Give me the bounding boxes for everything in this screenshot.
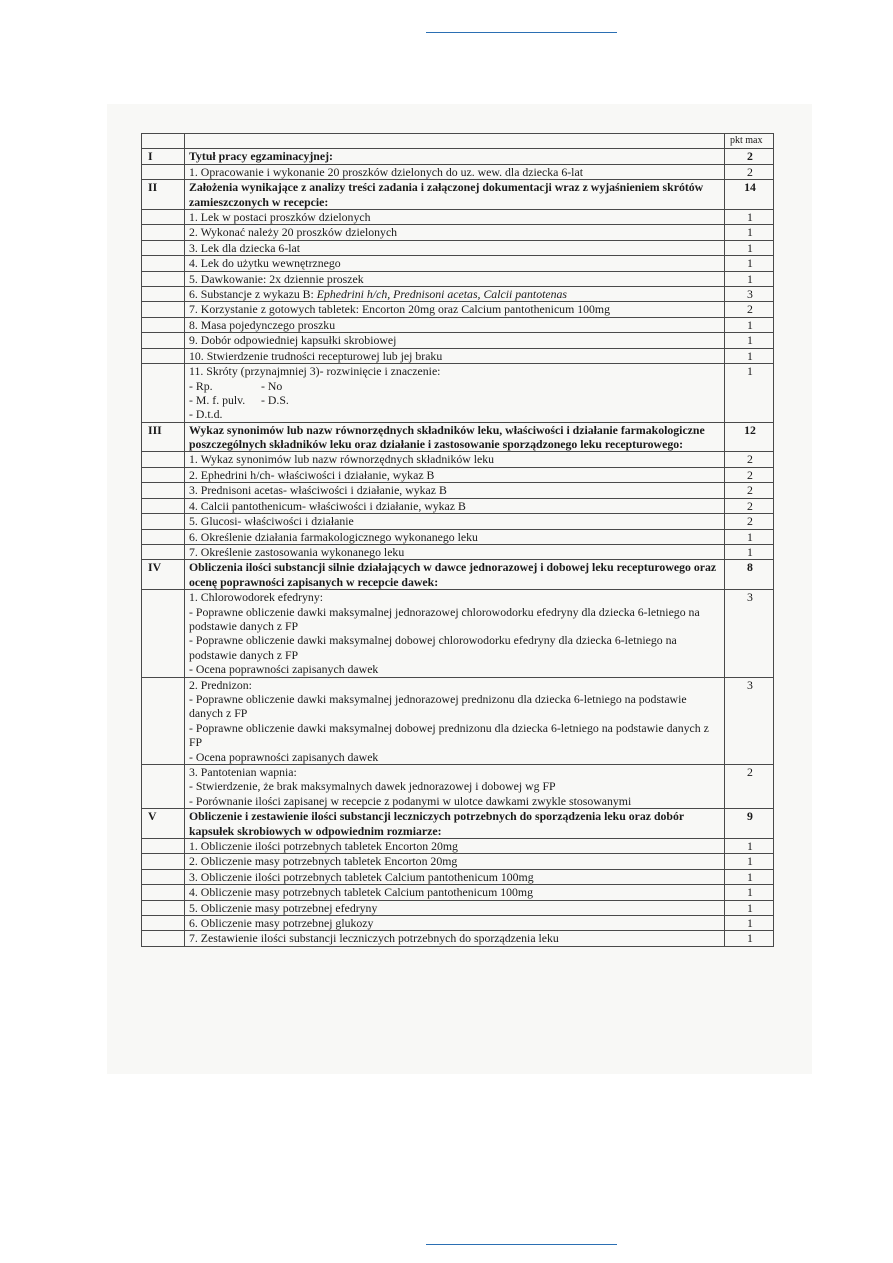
section-title: Obliczenia ilości substancji silnie działających w dawce jednorazowej i dobowej leku recepturowego oraz ocenę poprawności zapisanych w recepcie dawek: (185, 560, 725, 590)
item-row (142, 240, 774, 255)
item-text-cell (185, 210, 725, 225)
item-num-cell (142, 240, 185, 255)
item-text-cell (185, 544, 725, 559)
section-number: I (142, 149, 185, 164)
item-text: 10. Stwierdzenie trudności recepturowej lub jej braku (189, 348, 443, 363)
item-num-cell (142, 452, 185, 467)
item-num-cell (142, 885, 185, 900)
top-rule (426, 32, 617, 33)
bottom-rule (426, 1244, 617, 1245)
section-row (142, 422, 774, 452)
item-points: 3 (725, 590, 774, 677)
item-row (142, 885, 774, 900)
item-text-cell (185, 164, 725, 179)
item-text: 5. Dawkowanie: 2x dziennie proszek (189, 271, 364, 286)
section-title: Tytuł pracy egzaminacyjnej: (185, 149, 725, 164)
item-row (142, 317, 774, 332)
item-lines (189, 590, 720, 676)
abbrev-item: - D.t.d. (189, 407, 223, 422)
item-row (142, 498, 774, 513)
item-points: 2 (725, 467, 774, 482)
item-num-cell (142, 590, 185, 677)
item-text-cell (185, 317, 725, 332)
item-num-cell (142, 498, 185, 513)
item-row (142, 364, 774, 423)
item-text-italic: Ephedrini h/ch, Prednisoni acetas, Calcii pantotenas (316, 287, 567, 302)
section-title: Założenia wynikające z analizy treści zadania i załączonej dokumentacji wraz z wyjaśnieniem skrótów zamieszczonych w recepcie: (185, 180, 725, 210)
item-text: 2. Obliczenie masy potrzebnych tabletek Encorton 20mg (189, 854, 458, 869)
item-num-cell (142, 869, 185, 884)
section-points: 14 (725, 180, 774, 210)
section-row (142, 180, 774, 210)
item-points: 1 (725, 544, 774, 559)
item-num-cell (142, 854, 185, 869)
abbrev-item: - No (261, 378, 283, 393)
item-text: 8. Masa pojedynczego proszku (189, 317, 336, 332)
item-text-cell (185, 765, 725, 809)
item-row (142, 302, 774, 317)
item-text: 7. Korzystanie z gotowych tabletek: Encorton 20mg oraz Calcium pantothenicum 100mg (189, 302, 610, 317)
item-points: 3 (725, 287, 774, 302)
item-points: 3 (725, 677, 774, 764)
item-points: 1 (725, 916, 774, 931)
abbrev-list (189, 379, 720, 422)
item-text-cell (185, 452, 725, 467)
item-points: 1 (725, 869, 774, 884)
item-text-cell (185, 869, 725, 884)
item-text-cell (185, 364, 725, 423)
item-text: 7. Określenie zastosowania wykonanego leku (189, 544, 405, 559)
section-number: V (142, 809, 185, 839)
section-title: Wykaz synonimów lub nazw równorzędnych składników leku, właściwości i działanie farmakologiczne poszczególnych składników leku oraz działanie i zastosowanie sporządzonego leku recepturowego: (185, 422, 725, 452)
item-row (142, 854, 774, 869)
section-number: II (142, 180, 185, 210)
section-number: III (142, 422, 185, 452)
item-num-cell (142, 271, 185, 286)
item-row (142, 869, 774, 884)
item-num-cell (142, 287, 185, 302)
item-num-cell (142, 916, 185, 931)
item-text: 5. Glucosi- właściwości i działanie (189, 514, 354, 529)
item-row (142, 916, 774, 931)
item-text: 9. Dobór odpowiedniej kapsułki skrobiowej (189, 333, 397, 348)
item-row (142, 225, 774, 240)
item-row (142, 677, 774, 764)
item-lines (189, 765, 720, 808)
grading-table-body (142, 134, 774, 947)
item-text-cell (185, 483, 725, 498)
item-num-cell (142, 900, 185, 915)
item-text-cell (185, 287, 725, 302)
item-points: 2 (725, 302, 774, 317)
header-num-cell (142, 134, 185, 149)
item-line: - Stwierdzenie, że brak maksymalnych dawek jednorazowej i dobowej wg FP (189, 779, 556, 794)
item-points: 1 (725, 854, 774, 869)
item-row (142, 467, 774, 482)
abbrev-item: - M. f. pulv. (189, 392, 246, 407)
item-num-cell (142, 529, 185, 544)
item-text-cell (185, 529, 725, 544)
item-row (142, 271, 774, 286)
item-num-cell (142, 302, 185, 317)
pts-max-header: pkt max (725, 134, 774, 149)
item-row (142, 900, 774, 915)
item-row (142, 514, 774, 529)
item-points: 1 (725, 931, 774, 946)
item-num-cell (142, 333, 185, 348)
item-points: 1 (725, 529, 774, 544)
item-points: 1 (725, 885, 774, 900)
item-line: - Poprawne obliczenie dawki maksymalnej jednorazowej prednizonu dla dziecka 6-letniego na podstawie danych z FP (189, 691, 687, 721)
table-header-row (142, 134, 774, 149)
item-text: 6. Substancje z wykazu B: (189, 287, 317, 302)
item-text-cell (185, 854, 725, 869)
item-num-cell (142, 317, 185, 332)
item-points: 1 (725, 839, 774, 854)
item-points: 1 (725, 225, 774, 240)
item-text: 4. Lek do użytku wewnętrznego (189, 256, 341, 271)
item-num-cell (142, 256, 185, 271)
item-text-cell (185, 271, 725, 286)
item-text: 4. Calcii pantothenicum- właściwości i działanie, wykaz B (189, 498, 466, 513)
item-row (142, 256, 774, 271)
item-points: 2 (725, 164, 774, 179)
item-row (142, 839, 774, 854)
item-text-cell (185, 333, 725, 348)
item-text: 4. Obliczenie masy potrzebnych tabletek Calcium pantothenicum 100mg (189, 885, 533, 900)
item-text: 1. Obliczenie ilości potrzebnych tabletek Encorton 20mg (189, 839, 458, 854)
item-text-cell (185, 256, 725, 271)
item-line: - Porównanie ilości zapisanej w recepcie z podanymi w ulotce dawkami zwykle stosowanymi (189, 793, 632, 808)
item-text-cell (185, 900, 725, 915)
item-row (142, 765, 774, 809)
item-num-cell (142, 839, 185, 854)
item-text: 3. Lek dla dziecka 6-lat (189, 240, 301, 255)
item-lines (189, 678, 720, 764)
item-text-cell (185, 467, 725, 482)
item-num-cell (142, 514, 185, 529)
item-points: 1 (725, 256, 774, 271)
item-points: 2 (725, 452, 774, 467)
item-points: 2 (725, 514, 774, 529)
item-text: 3. Obliczenie ilości potrzebnych tabletek Calcium pantothenicum 100mg (189, 869, 534, 884)
section-points: 2 (725, 149, 774, 164)
item-num-cell (142, 467, 185, 482)
grading-table (141, 133, 774, 947)
item-text: 2. Ephedrini h/ch- właściwości i działanie, wykaz B (189, 467, 435, 482)
abbrev-item: - Rp. (189, 378, 213, 393)
item-row (142, 483, 774, 498)
section-row (142, 809, 774, 839)
item-line: 1. Chlorowodorek efedryny: (189, 590, 323, 605)
item-text-cell (185, 302, 725, 317)
item-text-cell (185, 931, 725, 946)
item-points: 2 (725, 498, 774, 513)
item-text-cell (185, 677, 725, 764)
item-num-cell (142, 348, 185, 363)
section-points: 8 (725, 560, 774, 590)
item-points: 1 (725, 348, 774, 363)
item-row (142, 348, 774, 363)
item-points: 1 (725, 364, 774, 423)
item-line: 2. Prednizon: (189, 677, 252, 692)
item-points: 1 (725, 271, 774, 286)
item-text: 5. Obliczenie masy potrzebnej efedryny (189, 900, 378, 915)
section-points: 12 (725, 422, 774, 452)
item-points: 1 (725, 900, 774, 915)
item-num-cell (142, 164, 185, 179)
section-row (142, 560, 774, 590)
item-line: - Ocena poprawności zapisanych dawek (189, 662, 379, 677)
item-text-cell (185, 916, 725, 931)
item-points: 1 (725, 333, 774, 348)
item-points: 2 (725, 483, 774, 498)
item-row (142, 452, 774, 467)
abbrev-item: - D.S. (261, 392, 289, 407)
item-row (142, 333, 774, 348)
header-text-cell (185, 134, 725, 149)
item-text: 3. Prednisoni acetas- właściwości i działanie, wykaz B (189, 483, 447, 498)
item-row (142, 164, 774, 179)
section-title: Obliczenie i zestawienie ilości substancji leczniczych potrzebnych do sporządzenia leku oraz dobór kapsułek skrobiowych w odpowiednim rozmiarze: (185, 809, 725, 839)
section-points: 9 (725, 809, 774, 839)
item-num-cell (142, 544, 185, 559)
item-row (142, 210, 774, 225)
item-text: 1. Lek w postaci proszków dzielonych (189, 210, 371, 225)
item-text: 2. Wykonać należy 20 proszków dzielonych (189, 225, 398, 240)
item-text-cell (185, 839, 725, 854)
item-text: 7. Zestawienie ilości substancji leczniczych potrzebnych do sporządzenia leku (189, 931, 559, 946)
item-line: - Poprawne obliczenie dawki maksymalnej dobowej prednizonu dla dziecka 6-letniego na podstawie danych z FP (189, 720, 709, 750)
item-num-cell (142, 483, 185, 498)
item-row (142, 590, 774, 677)
item-line: - Poprawne obliczenie dawki maksymalnej dobowej chlorowodorku efedryny dla dziecka 6-letniego na podstawie danych z FP (189, 633, 677, 662)
item-text-cell (185, 240, 725, 255)
item-line: 3. Pantotenian wapnia: (189, 765, 297, 780)
item-num-cell (142, 210, 185, 225)
item-line: - Poprawne obliczenie dawki maksymalnej jednorazowej chlorowodorku efedryny dla dziecka 6-letniego na podstawie danych z FP (189, 604, 700, 633)
item-text: 1. Opracowanie i wykonanie 20 proszków dzielonych do uz. wew. dla dziecka 6-lat (189, 164, 583, 179)
item-text: 11. Skróty (przynajmniej 3)- rozwinięcie i znaczenie: (189, 364, 441, 379)
item-points: 1 (725, 240, 774, 255)
item-text-cell (185, 885, 725, 900)
item-row (142, 529, 774, 544)
item-num-cell (142, 931, 185, 946)
section-row (142, 149, 774, 164)
item-num-cell (142, 364, 185, 423)
item-text-cell (185, 225, 725, 240)
item-row (142, 287, 774, 302)
item-text-cell (185, 498, 725, 513)
item-points: 1 (725, 210, 774, 225)
item-text: 6. Określenie działania farmakologicznego wykonanego leku (189, 529, 478, 544)
item-num-cell (142, 765, 185, 809)
item-line: - Ocena poprawności zapisanych dawek (189, 749, 379, 764)
item-row (142, 931, 774, 946)
item-num-cell (142, 225, 185, 240)
section-number: IV (142, 560, 185, 590)
item-text: 6. Obliczenie masy potrzebnej glukozy (189, 916, 374, 931)
item-text-cell (185, 514, 725, 529)
item-text-cell (185, 348, 725, 363)
item-row (142, 544, 774, 559)
item-text-cell (185, 590, 725, 677)
item-num-cell (142, 677, 185, 764)
item-points: 1 (725, 317, 774, 332)
item-points: 2 (725, 765, 774, 809)
item-text: 1. Wykaz synonimów lub nazw równorzędnych składników leku (189, 452, 495, 467)
